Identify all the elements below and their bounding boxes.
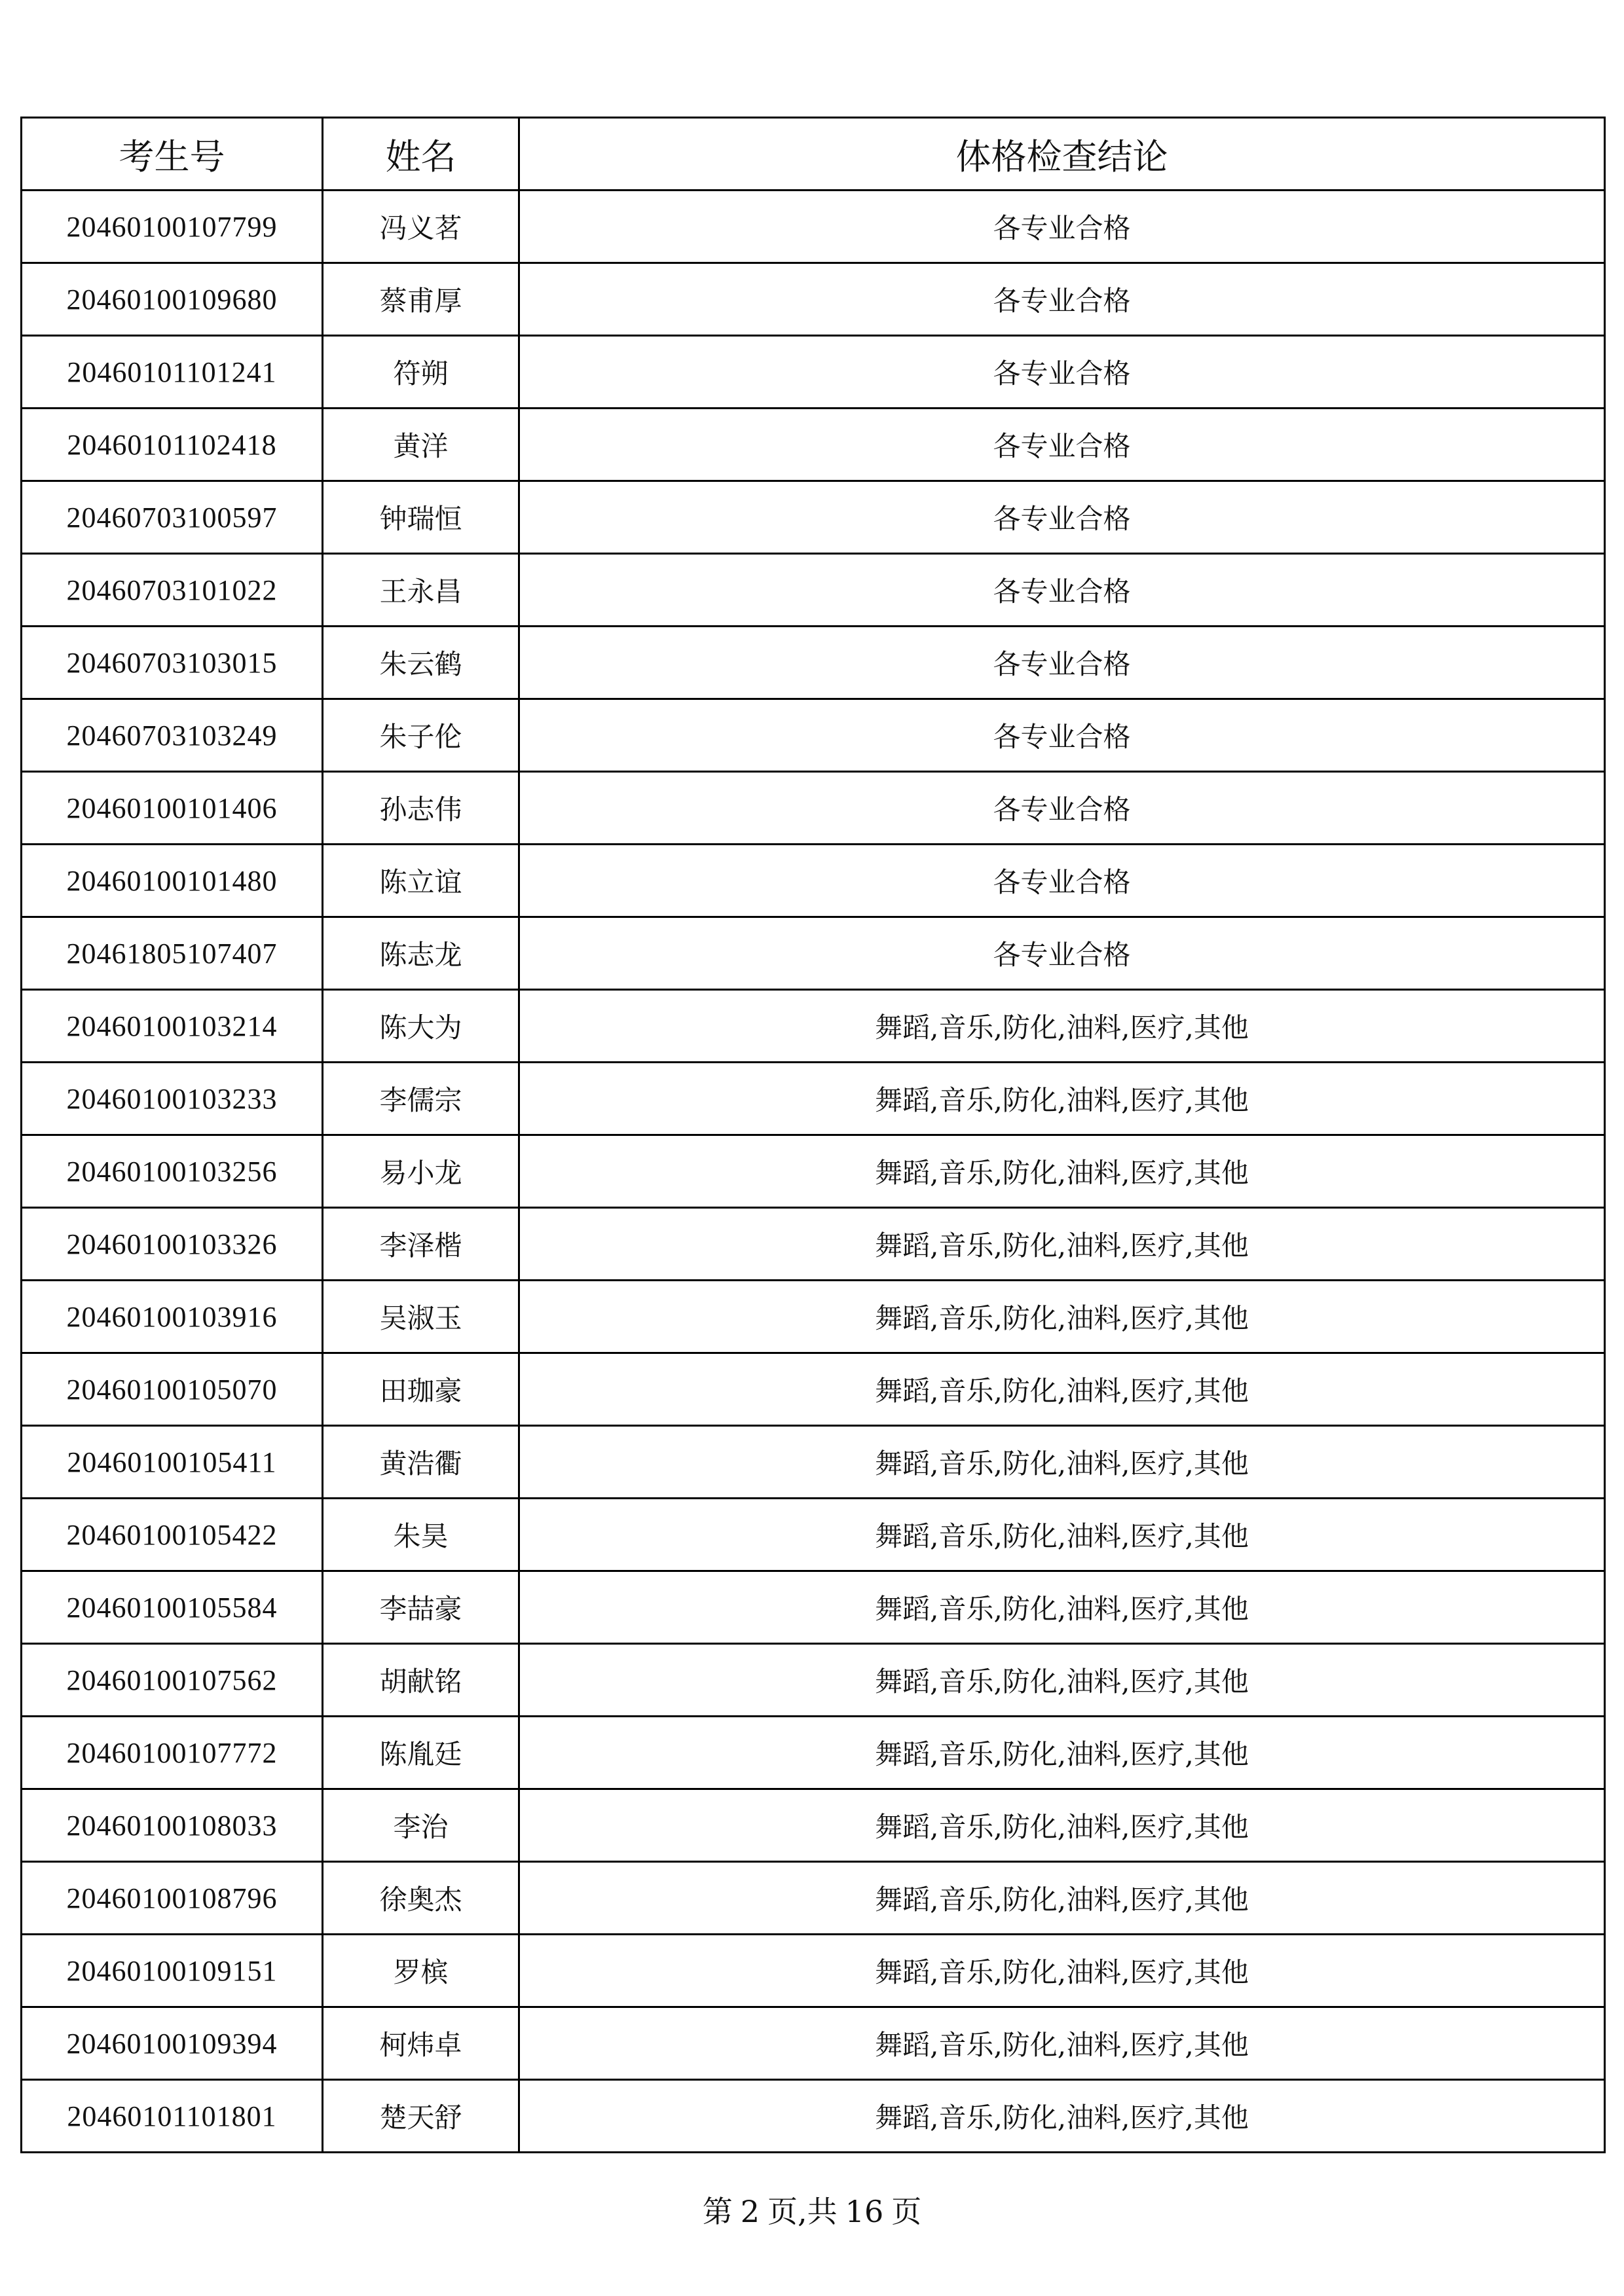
cell-exam-number: 20460100109151 xyxy=(22,1935,323,2007)
cell-name: 钟瑞恒 xyxy=(323,481,519,554)
footer-prefix: 第 xyxy=(702,2194,733,2229)
cell-conclusion: 各专业合格 xyxy=(519,336,1605,409)
cell-name: 蔡甫厚 xyxy=(323,263,519,336)
header-exam-number: 考生号 xyxy=(22,118,323,191)
cell-name: 朱子伦 xyxy=(323,699,519,772)
table-header-row xyxy=(22,118,1605,191)
cell-exam-number: 20460100109680 xyxy=(22,263,323,336)
cell-name: 罗槟 xyxy=(323,1935,519,2007)
footer-middle: 页,共 xyxy=(767,2194,838,2229)
cell-exam-number: 20460100109394 xyxy=(22,2007,323,2080)
cell-exam-number: 20460100103214 xyxy=(22,990,323,1063)
cell-conclusion: 各专业合格 xyxy=(519,263,1605,336)
cell-exam-number: 20460703101022 xyxy=(22,554,323,627)
cell-conclusion: 舞蹈,音乐,防化,油料,医疗,其他 xyxy=(519,2007,1605,2080)
header-conclusion: 体格检查结论 xyxy=(519,118,1605,191)
table-row xyxy=(22,1499,1605,1571)
cell-name: 田珈豪 xyxy=(323,1353,519,1426)
cell-name: 符朔 xyxy=(323,336,519,409)
table-row xyxy=(22,2080,1605,2153)
cell-exam-number: 20460101101241 xyxy=(22,336,323,409)
cell-exam-number: 20460100107562 xyxy=(22,1644,323,1717)
cell-conclusion: 舞蹈,音乐,防化,油料,医疗,其他 xyxy=(519,1571,1605,1644)
table-row xyxy=(22,772,1605,845)
table-row xyxy=(22,1571,1605,1644)
cell-conclusion: 舞蹈,音乐,防化,油料,医疗,其他 xyxy=(519,1499,1605,1571)
table-row xyxy=(22,1353,1605,1426)
cell-name: 朱昊 xyxy=(323,1499,519,1571)
cell-exam-number: 20460100105584 xyxy=(22,1571,323,1644)
cell-exam-number: 20460100101406 xyxy=(22,772,323,845)
cell-exam-number: 20460100105422 xyxy=(22,1499,323,1571)
cell-exam-number: 20460703100597 xyxy=(22,481,323,554)
cell-exam-number: 20460100108796 xyxy=(22,1862,323,1935)
cell-exam-number: 20460100103256 xyxy=(22,1135,323,1208)
cell-conclusion: 舞蹈,音乐,防化,油料,医疗,其他 xyxy=(519,990,1605,1063)
table-row xyxy=(22,554,1605,627)
cell-conclusion: 各专业合格 xyxy=(519,554,1605,627)
cell-conclusion: 各专业合格 xyxy=(519,191,1605,263)
table-row xyxy=(22,2007,1605,2080)
cell-exam-number: 20460703103015 xyxy=(22,627,323,699)
cell-exam-number: 20460100103916 xyxy=(22,1281,323,1353)
cell-conclusion: 舞蹈,音乐,防化,油料,医疗,其他 xyxy=(519,1717,1605,1789)
cell-exam-number: 20460100107799 xyxy=(22,191,323,263)
table-row xyxy=(22,699,1605,772)
table-row xyxy=(22,1135,1605,1208)
table-row xyxy=(22,627,1605,699)
table-row xyxy=(22,1208,1605,1281)
cell-conclusion: 舞蹈,音乐,防化,油料,医疗,其他 xyxy=(519,1063,1605,1135)
cell-name: 徐奥杰 xyxy=(323,1862,519,1935)
cell-exam-number: 20460100107772 xyxy=(22,1717,323,1789)
cell-conclusion: 舞蹈,音乐,防化,油料,医疗,其他 xyxy=(519,1426,1605,1499)
cell-exam-number: 20460100101480 xyxy=(22,845,323,917)
cell-name: 陈立谊 xyxy=(323,845,519,917)
cell-conclusion: 各专业合格 xyxy=(519,409,1605,481)
cell-name: 楚天舒 xyxy=(323,2080,519,2153)
table-row xyxy=(22,263,1605,336)
cell-name: 黄浩衢 xyxy=(323,1426,519,1499)
cell-name: 黄洋 xyxy=(323,409,519,481)
cell-name: 柯炜卓 xyxy=(323,2007,519,2080)
cell-name: 王永昌 xyxy=(323,554,519,627)
cell-conclusion: 各专业合格 xyxy=(519,627,1605,699)
cell-exam-number: 20460100103233 xyxy=(22,1063,323,1135)
cell-exam-number: 20460703103249 xyxy=(22,699,323,772)
cell-name: 冯义茗 xyxy=(323,191,519,263)
cell-exam-number: 20460100105411 xyxy=(22,1426,323,1499)
table-row xyxy=(22,481,1605,554)
table-body xyxy=(22,191,1605,2153)
cell-name: 陈大为 xyxy=(323,990,519,1063)
table-row xyxy=(22,1935,1605,2007)
page-footer xyxy=(0,2188,1624,2231)
cell-conclusion: 舞蹈,音乐,防化,油料,医疗,其他 xyxy=(519,1208,1605,1281)
cell-name: 孙志伟 xyxy=(323,772,519,845)
results-table xyxy=(20,117,1606,2153)
table-row xyxy=(22,336,1605,409)
cell-name: 朱云鹤 xyxy=(323,627,519,699)
cell-name: 胡献铭 xyxy=(323,1644,519,1717)
table-row xyxy=(22,1717,1605,1789)
table-row xyxy=(22,1789,1605,1862)
cell-exam-number: 20460100108033 xyxy=(22,1789,323,1862)
table-row xyxy=(22,1644,1605,1717)
cell-exam-number: 20460100105070 xyxy=(22,1353,323,1426)
cell-conclusion: 舞蹈,音乐,防化,油料,医疗,其他 xyxy=(519,1862,1605,1935)
cell-conclusion: 各专业合格 xyxy=(519,845,1605,917)
cell-conclusion: 各专业合格 xyxy=(519,699,1605,772)
table-row xyxy=(22,990,1605,1063)
cell-conclusion: 舞蹈,音乐,防化,油料,医疗,其他 xyxy=(519,1935,1605,2007)
table-row xyxy=(22,845,1605,917)
cell-conclusion: 舞蹈,音乐,防化,油料,医疗,其他 xyxy=(519,2080,1605,2153)
cell-name: 易小龙 xyxy=(323,1135,519,1208)
header-name: 姓名 xyxy=(323,118,519,191)
cell-conclusion: 舞蹈,音乐,防化,油料,医疗,其他 xyxy=(519,1644,1605,1717)
cell-name: 陈胤廷 xyxy=(323,1717,519,1789)
cell-conclusion: 舞蹈,音乐,防化,油料,医疗,其他 xyxy=(519,1353,1605,1426)
table-row xyxy=(22,409,1605,481)
cell-name: 李泽楷 xyxy=(323,1208,519,1281)
table-row xyxy=(22,917,1605,990)
cell-name: 李喆豪 xyxy=(323,1571,519,1644)
footer-total-pages: 16 xyxy=(845,2194,884,2229)
cell-exam-number: 20460101102418 xyxy=(22,409,323,481)
cell-conclusion: 舞蹈,音乐,防化,油料,医疗,其他 xyxy=(519,1789,1605,1862)
cell-exam-number: 20460101101801 xyxy=(22,2080,323,2153)
cell-exam-number: 20460100103326 xyxy=(22,1208,323,1281)
cell-conclusion: 各专业合格 xyxy=(519,481,1605,554)
table-row xyxy=(22,1426,1605,1499)
footer-page-number: 2 xyxy=(740,2194,760,2229)
table-row xyxy=(22,191,1605,263)
cell-conclusion: 舞蹈,音乐,防化,油料,医疗,其他 xyxy=(519,1281,1605,1353)
table-row xyxy=(22,1862,1605,1935)
footer-suffix: 页 xyxy=(891,2194,922,2229)
cell-conclusion: 各专业合格 xyxy=(519,917,1605,990)
cell-conclusion: 舞蹈,音乐,防化,油料,医疗,其他 xyxy=(519,1135,1605,1208)
cell-name: 李治 xyxy=(323,1789,519,1862)
cell-name: 陈志龙 xyxy=(323,917,519,990)
cell-name: 吴淑玉 xyxy=(323,1281,519,1353)
cell-exam-number: 20461805107407 xyxy=(22,917,323,990)
cell-name: 李儒宗 xyxy=(323,1063,519,1135)
table-row xyxy=(22,1281,1605,1353)
table-row xyxy=(22,1063,1605,1135)
cell-conclusion: 各专业合格 xyxy=(519,772,1605,845)
